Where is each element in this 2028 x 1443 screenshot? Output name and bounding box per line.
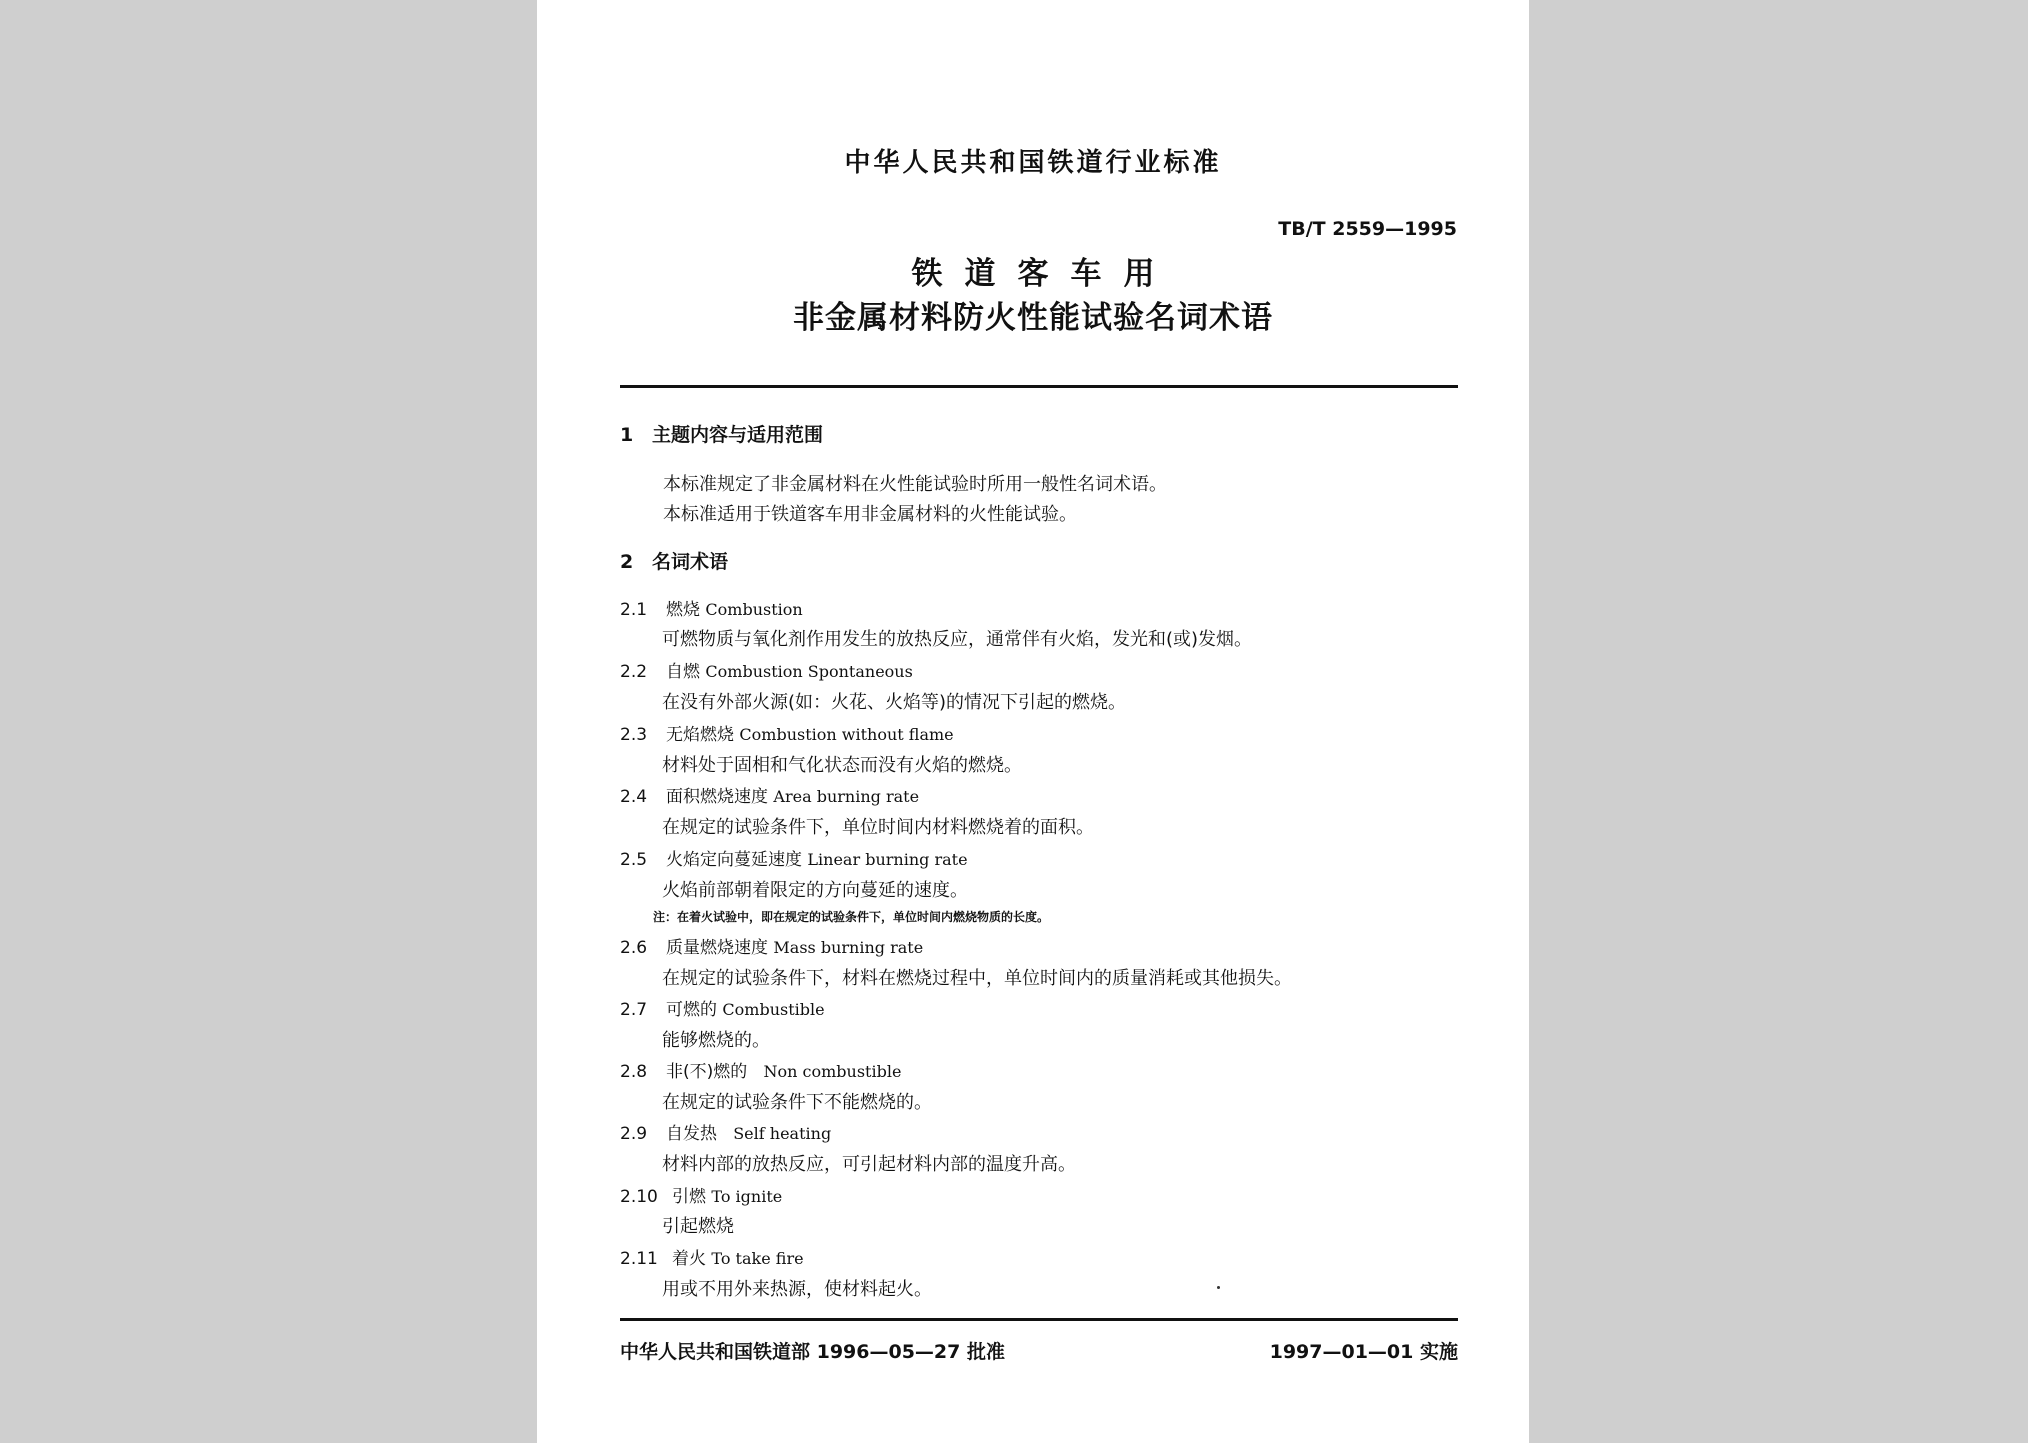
standard-number: TB/T 2559—1995 — [1278, 218, 1457, 240]
term-en: Area burning rate — [773, 787, 920, 806]
term-zh: 自燃 — [666, 662, 700, 682]
term-2-2 — [620, 657, 913, 682]
term-zh: 着火 — [672, 1249, 706, 1269]
term-number: 2.4 — [620, 787, 648, 807]
term-en: Combustion without flame — [739, 725, 954, 744]
document-page — [537, 0, 1529, 1443]
term-en: Combustion — [705, 600, 803, 619]
term-zh: 自发热 — [666, 1124, 717, 1144]
term-en: To take fire — [711, 1249, 804, 1268]
section-1-paragraph-2: 本标准适用于铁道客车用非金属材料的火性能试验。 — [663, 504, 1077, 525]
term-2-9 — [620, 1119, 831, 1144]
term-2-6 — [620, 933, 923, 958]
term-2-10 — [620, 1182, 782, 1207]
term-2-5-definition: 火焰前部朝着限定的方向蔓延的速度。 — [662, 880, 968, 901]
org-title: 中华人民共和国铁道行业标准 — [844, 148, 1222, 178]
term-number: 2.1 — [620, 600, 648, 620]
section-1-paragraph-1: 本标准规定了非金属材料在火性能试验时所用一般性名词术语。 — [663, 474, 1167, 495]
term-2-2-definition: 在没有外部火源(如：火花、火焰等)的情况下引起的燃烧。 — [662, 692, 1127, 713]
term-2-3 — [620, 720, 954, 745]
section-1-heading — [620, 420, 823, 447]
term-number: 2.11 — [620, 1249, 658, 1269]
term-en: Self heating — [733, 1124, 832, 1143]
term-2-11-definition: 用或不用外来热源，使材料起火。 — [662, 1279, 932, 1300]
term-2-5 — [620, 845, 968, 870]
term-zh: 面积燃烧速度 — [666, 787, 768, 807]
term-number: 2.2 — [620, 662, 648, 682]
term-zh: 燃烧 — [666, 600, 700, 620]
section-2-number: 2 — [620, 551, 634, 573]
term-en: Mass burning rate — [773, 938, 924, 957]
term-2-5-note: 注：在着火试验中，即在规定的试验条件下，单位时间内燃烧物质的长度。 — [653, 910, 1050, 924]
term-en: Combustible — [722, 1000, 825, 1019]
term-2-10-definition: 引起燃烧 — [662, 1216, 734, 1237]
term-2-9-definition: 材料内部的放热反应，可引起材料内部的温度升高。 — [662, 1154, 1076, 1175]
term-en: To ignite — [711, 1187, 783, 1206]
bottom-divider — [620, 1318, 1458, 1321]
term-zh: 质量燃烧速度 — [666, 938, 768, 958]
term-2-8-definition: 在规定的试验条件下不能燃烧的。 — [662, 1092, 932, 1113]
top-divider — [620, 385, 1458, 388]
section-2-title: 名词术语 — [652, 551, 729, 573]
term-2-8 — [620, 1057, 901, 1082]
term-2-7-definition: 能够燃烧的。 — [662, 1030, 770, 1051]
term-2-6-definition: 在规定的试验条件下，材料在燃烧过程中，单位时间内的质量消耗或其他损失。 — [662, 968, 1292, 989]
term-2-11 — [620, 1244, 804, 1269]
term-2-4-definition: 在规定的试验条件下，单位时间内材料燃烧着的面积。 — [662, 817, 1094, 838]
term-en: Non combustible — [763, 1062, 902, 1081]
term-zh: 可燃的 — [666, 1000, 717, 1020]
term-number: 2.7 — [620, 1000, 648, 1020]
term-zh: 非(不)燃的 — [666, 1062, 748, 1082]
document-title-line2: 非金属材料防火性能试验名词术语 — [793, 300, 1273, 336]
term-2-4 — [620, 782, 919, 807]
section-2-heading — [620, 547, 728, 574]
term-zh: 火焰定向蔓延速度 — [666, 850, 802, 870]
term-2-7 — [620, 995, 825, 1020]
scan-speck — [1217, 1286, 1220, 1289]
term-number: 2.5 — [620, 850, 648, 870]
term-en: Combustion Spontaneous — [705, 662, 913, 681]
term-2-1-definition: 可燃物质与氧化剂作用发生的放热反应，通常伴有火焰，发光和(或)发烟。 — [662, 629, 1253, 650]
document-title-line1: 铁道客车用 — [911, 256, 1177, 292]
term-zh: 引燃 — [672, 1187, 706, 1207]
section-1-title: 主题内容与适用范围 — [652, 424, 824, 446]
term-number: 2.9 — [620, 1124, 648, 1144]
term-number: 2.6 — [620, 938, 648, 958]
term-number: 2.10 — [620, 1187, 658, 1207]
approval-line: 中华人民共和国铁道部 1996—05—27 批准 — [620, 1341, 1005, 1363]
section-1-number: 1 — [620, 424, 634, 446]
term-number: 2.8 — [620, 1062, 648, 1082]
term-2-1 — [620, 595, 803, 620]
term-zh: 无焰燃烧 — [666, 725, 734, 745]
term-number: 2.3 — [620, 725, 648, 745]
term-en: Linear burning rate — [807, 850, 968, 869]
term-2-3-definition: 材料处于固相和气化状态而没有火焰的燃烧。 — [662, 755, 1022, 776]
effective-date: 1997—01—01 实施 — [1269, 1341, 1458, 1363]
